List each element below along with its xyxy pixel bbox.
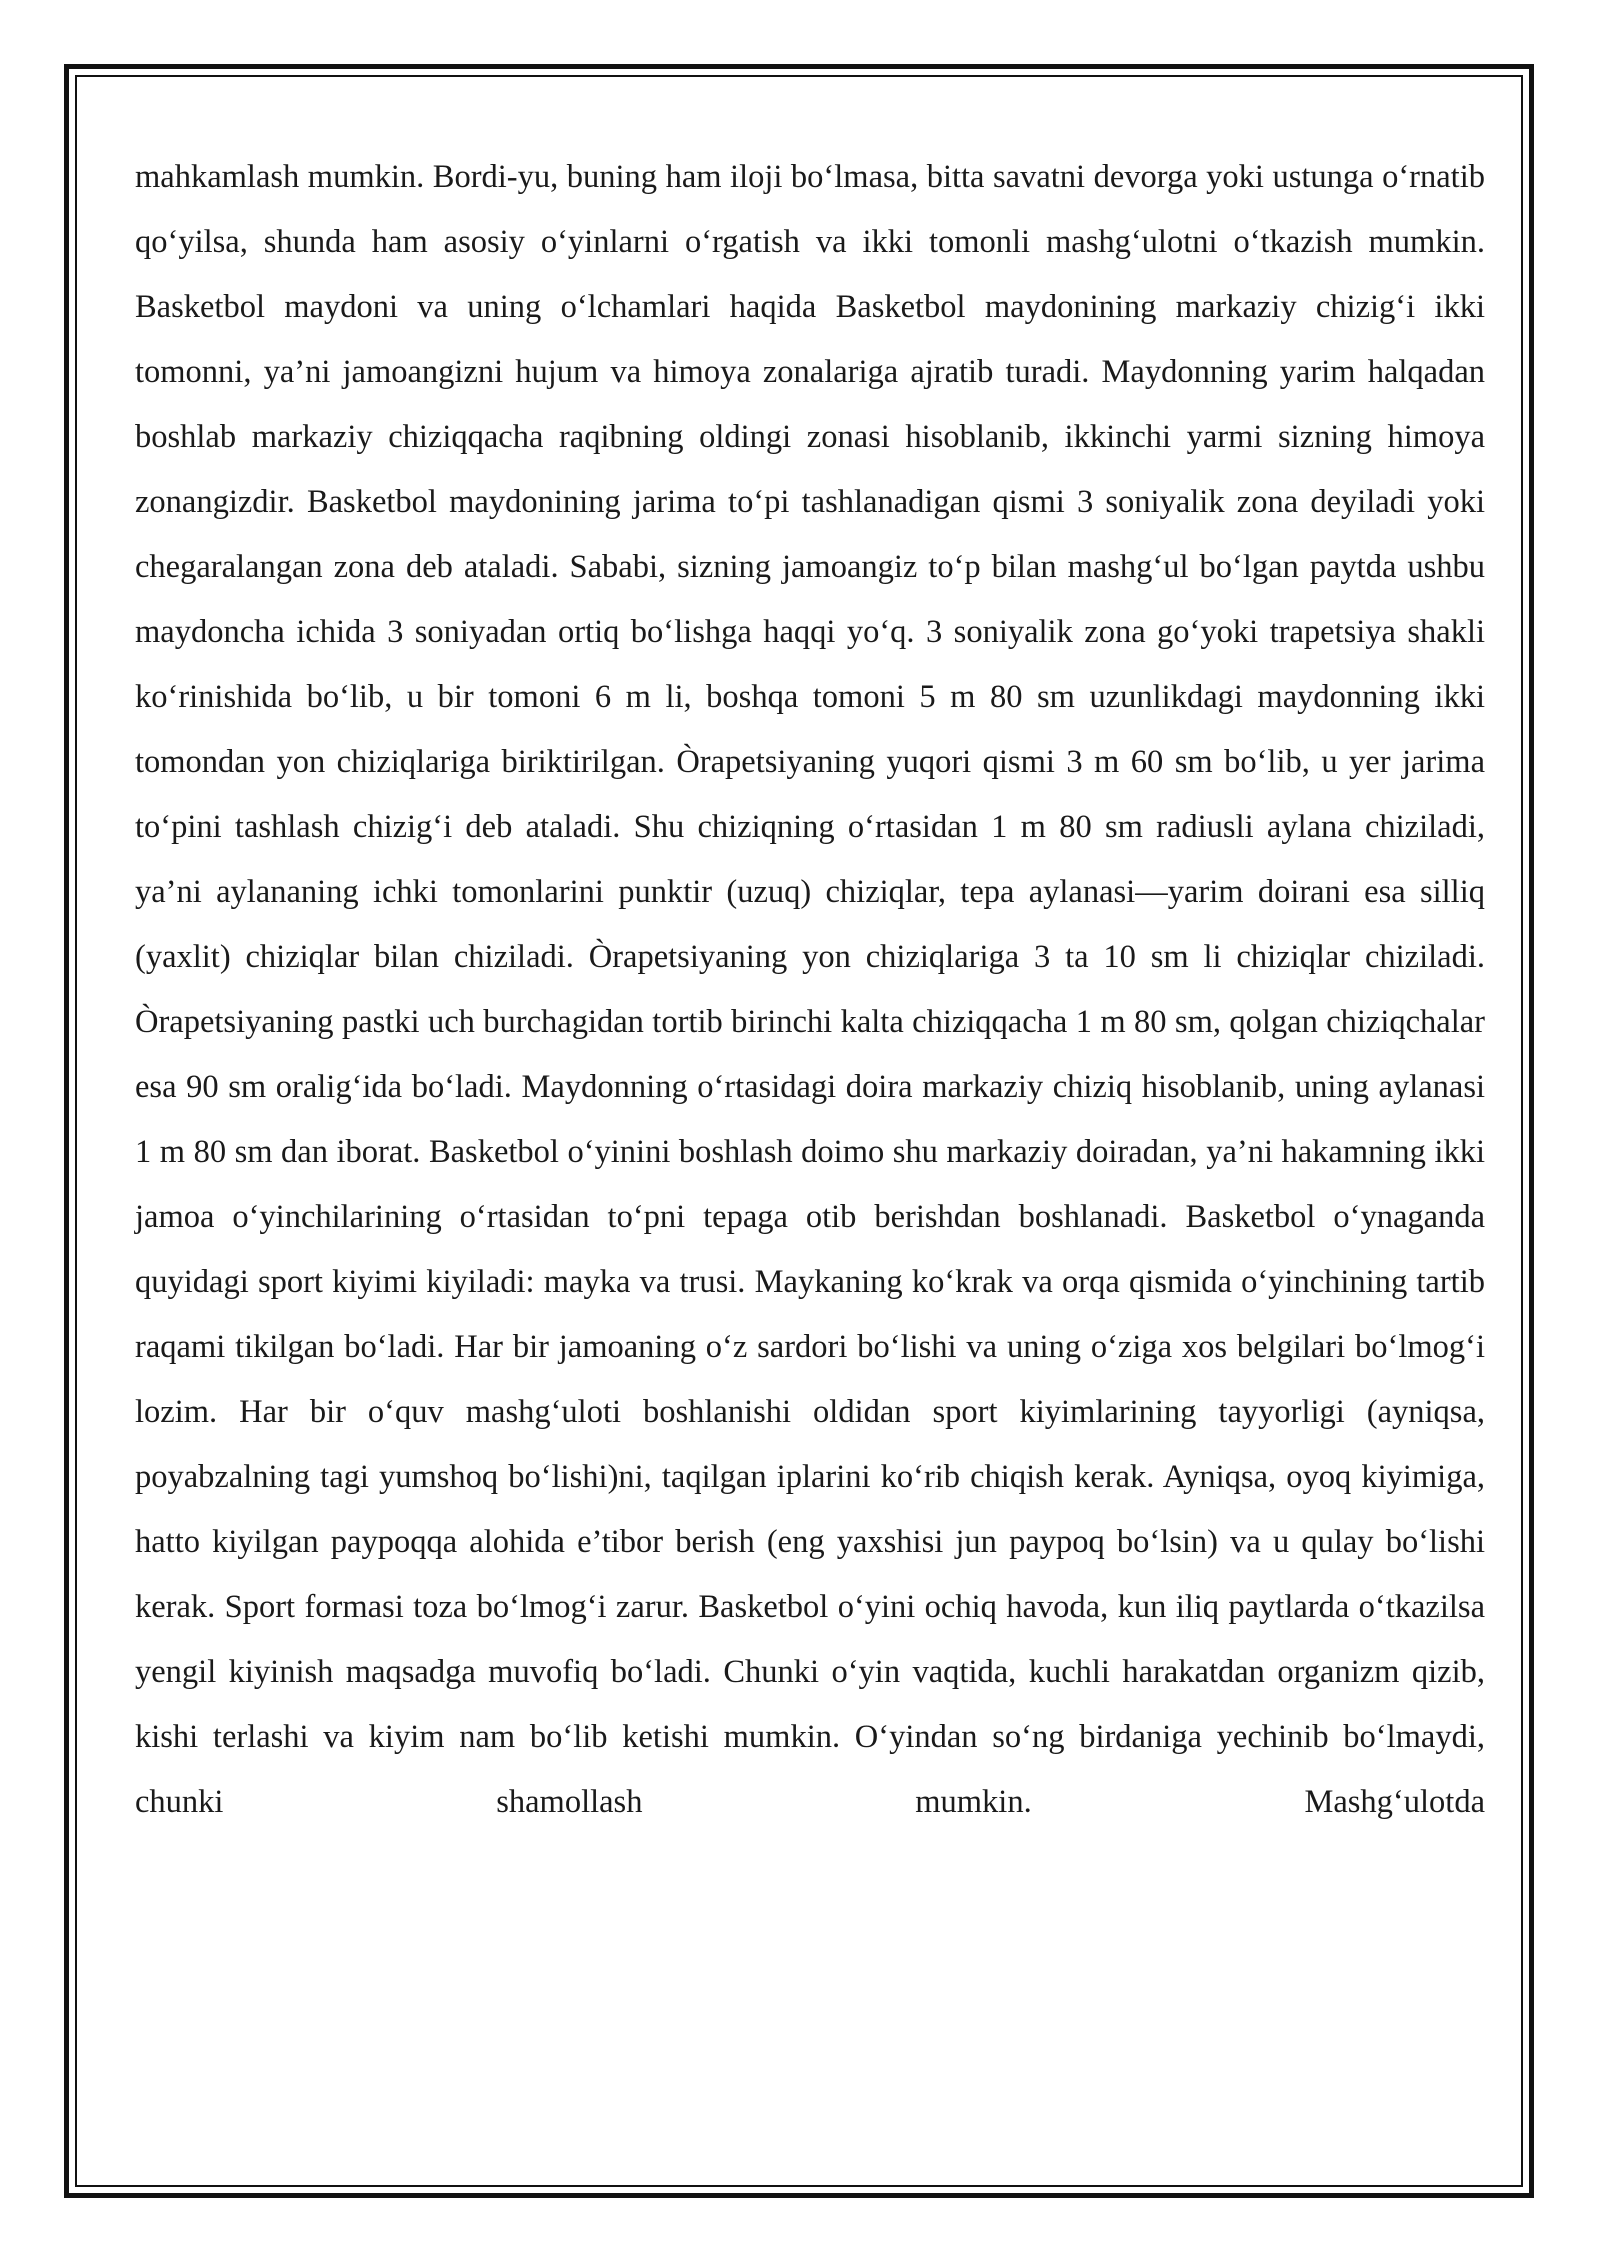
- body-paragraph: mahkamlash mumkin. Bordi-yu, buning ham iloji bo‘lmasa, bitta savatni devorga yoki ustunga o‘rnatib qo‘yilsa, shunda ham asosiy o‘yinlarni o‘rgatish va ikki tomonli mashg‘ulotni o‘tkazish mumkin. Basketbol maydoni va uning o‘lchamlari haqida Basketbol maydonining markaziy chizig‘i ikki tomonni, ya’ni jamoangizni hujum va himoya zonalariga ajratib turadi. Maydonning yarim halqadan boshlab markaziy chiziqqacha raqibning oldingi zonasi hisoblanib, ikkinchi yarmi sizning himoya zonangizdir. Basketbol maydonining jarima to‘pi tashlanadigan qismi 3 soniyalik zona deyiladi yoki chegaralangan zona deb ataladi. Sababi, sizning jamoangiz to‘p bilan mashg‘ul bo‘lgan paytda ushbu maydoncha ichida 3 soniyadan ortiq bo‘lishga haqqi yo‘q. 3 soniyalik zona go‘yoki trapetsiya shakli ko‘rinishida bo‘lib, u bir tomoni 6 m li, boshqa tomoni 5 m 80 sm uzunlikdagi maydonning ikki tomondan yon chiziqlariga biriktirilgan. Òrapetsiyaning yuqori qismi 3 m 60 sm bo‘lib, u yer jarima to‘pini tashlash chizig‘i deb ataladi. Shu chiziqning o‘rtasidan 1 m 80 sm radiusli aylana chiziladi, ya’ni aylananing ichki tomonlarini punktir (uzuq) chiziqlar, tepa aylanasi—yarim doirani esa silliq (yaxlit) chiziqlar bilan chiziladi. Òrapetsiyaning yon chiziqlariga 3 ta 10 sm li chiziqlar chiziladi. Òrapetsiyaning pastki uch burchagidan tortib birinchi kalta chiziqqacha 1 m 80 sm, qolgan chiziqchalar esa 90 sm oralig‘ida bo‘ladi. Maydonning o‘rtasidagi doira markaziy chiziq hisoblanib, uning aylanasi 1 m 80 sm dan iborat. Basketbol o‘yinini boshlash doimo shu markaziy doiradan, ya’ni hakamning ikki jamoa o‘yinchilarining o‘rtasidan to‘pni tepaga otib berishdan boshlanadi. Basketbol o‘ynaganda quyidagi sport kiyimi kiyiladi: mayka va trusi. Maykaning ko‘krak va orqa qismida o‘yinchining tartib raqami tikilgan bo‘ladi. Har bir jamoaning o‘z sardori bo‘lishi va uning o‘ziga xos belgilari bo‘lmog‘i lozim. Har bir o‘quv mashg‘uloti boshlanishi oldidan sport kiyimlarining tayyorligi (ayniqsa, poyabzalning tagi yumshoq bo‘lishi)ni, taqilgan iplarini ko‘rib chiqish kerak. Ayniqsa, oyoq kiyimiga, hatto kiyilgan paypoqqa alohida e’tibor berish (eng yaxshisi jun paypoq bo‘lsin) va u qulay bo‘lishi kerak. Sport formasi toza bo‘lmog‘i zarur. Basketbol o‘yini ochiq havoda, kun iliq paytlarda o‘tkazilsa yengil kiyinish maqsadga muvofiq bo‘ladi. Chunki o‘yin vaqtida, kuchli harakatdan organizm qizib, kishi terlashi va kiyim nam bo‘lib ketishi mumkin. O‘yindan so‘ng birdaniga yechinib bo‘lmaydi, chunki shamollash mumkin. Mashg‘ulotda: [135, 159, 1485, 1820]
